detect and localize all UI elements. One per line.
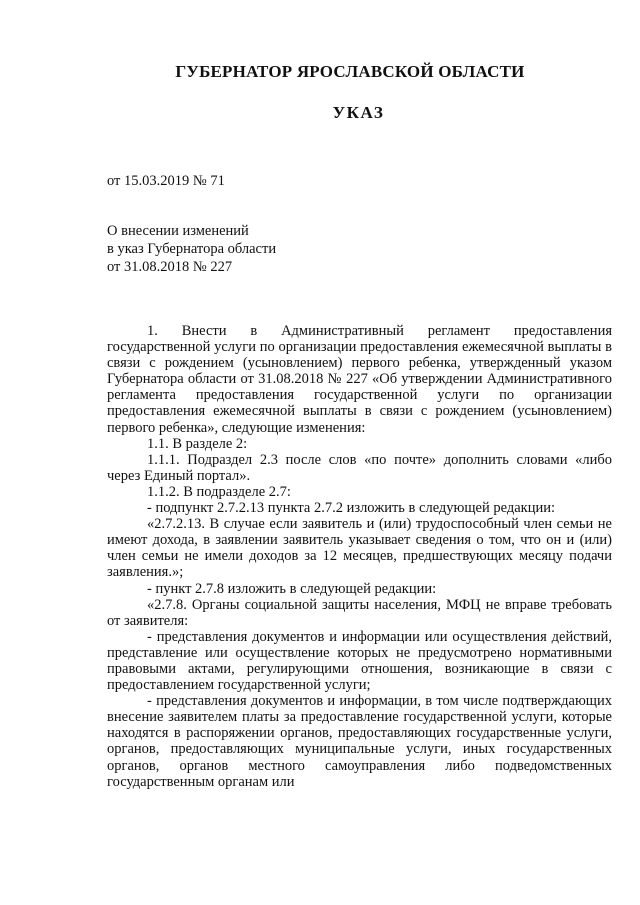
body-paragraph: «2.7.2.13. В случае если заявитель и (или) трудоспособный член семьи не имеют дохода, в заявлении заявитель указывает сведения о том, что он и (или) член семьи не имели доходов за 12 месяцев, предшествующих месяцу подачи заявления.»; [107,516,612,581]
document-type: УКАЗ [332,103,385,122]
body-paragraph: 1.1.1. Подраздел 2.3 после слов «по почте» дополнить словами «либо через Единый портал». [107,451,612,484]
body-paragraph: 1.1.2. В подразделе 2.7: [147,483,291,500]
decree-subject [107,222,276,276]
subject-line: в указ Губернатора области [107,241,277,257]
issuer-title: ГУБЕРНАТОР ЯРОСЛАВСКОЙ ОБЛАСТИ [175,62,525,81]
body-paragraph: 1.1. В разделе 2: [147,435,248,452]
body-paragraph: - представления документов и информации, в том числе подтверждающих внесение заявителем платы за предоставление государственной услуги, которые находятся в распоряжении органов, предоставляющих государственные услуги, органов, предоставляющих муниципальные услуги, иных государственных органов, органов местного самоуправления либо подведомственных государственным органам или [107,693,612,790]
decree-date-number: от 15.03.2019 № 71 [107,173,225,189]
subject-line: от 31.08.2018 № 227 [107,259,233,275]
body-paragraph: - пункт 2.7.8 изложить в следующей редакции: [147,580,437,597]
body-paragraph: - представления документов и информации или осуществления действий, представление или осуществление которых не предусмотрено нормативными правовыми актами, регулирующими отношения, возникающие в связи с предоставлением государственной услуги; [107,628,612,694]
body-paragraph: - подпункт 2.7.2.13 пункта 2.7.2 изложить в следующей редакции: [147,500,556,517]
subject-line: О внесении изменений [107,223,249,239]
body-paragraph: 1. Внести в Административный регламент предоставления государственной услуги по организации предоставления ежемесячной выплаты в связи с рождением (усыновлением) первого ребенка, утвержденный указом Губернатора области от 31.08.2018 № 227 «Об утверждении Административного регламента предоставления государственной услуги по организации предоставления ежемесячной выплаты в связи с рождением (усыновлением) первого ребенка», следующие изменения: [107,323,612,436]
body-paragraph: «2.7.8. Органы социальной защиты населения, МФЦ не вправе требовать от заявителя: [107,596,612,629]
decree-body [107,323,612,790]
